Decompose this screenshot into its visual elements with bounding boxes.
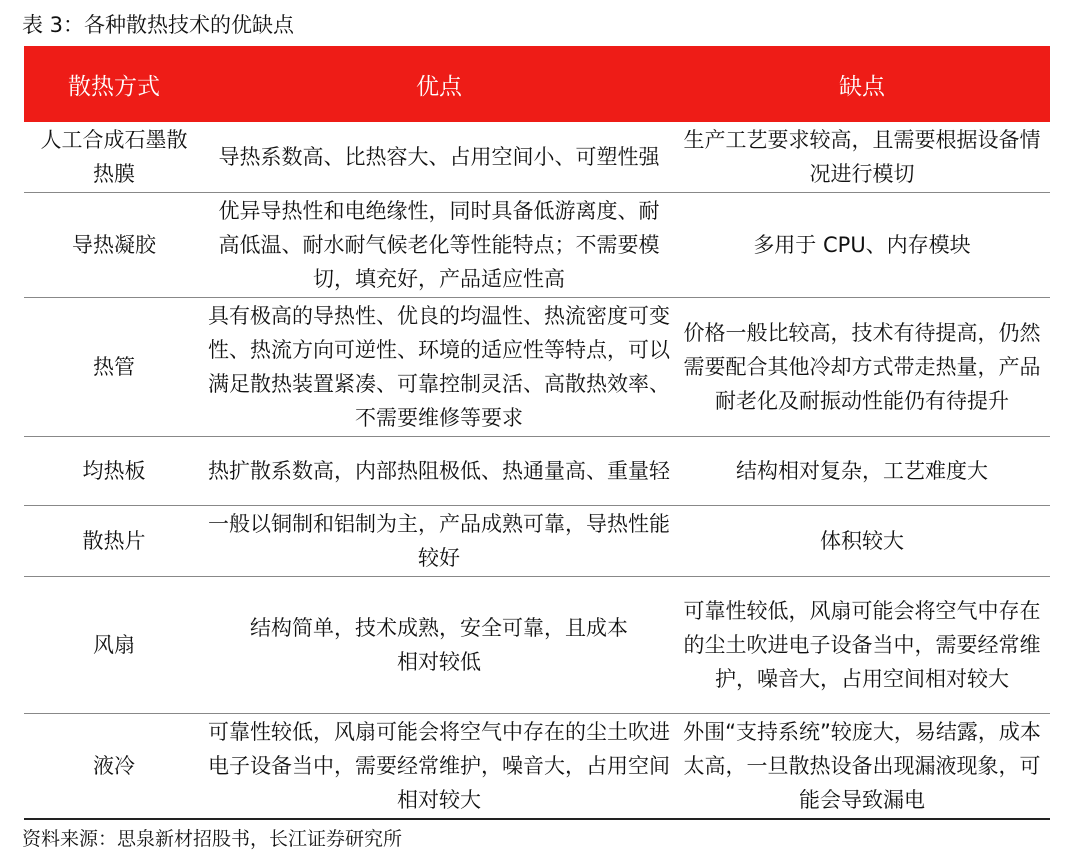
cell-method: 均热板 <box>24 437 204 506</box>
cell-disadvantages: 结构相对复杂，工艺难度大 <box>674 437 1050 506</box>
header-method: 散热方式 <box>68 73 160 100</box>
cell-method: 散热片 <box>24 506 204 577</box>
table-row <box>24 298 1050 437</box>
cooling-tech-comparison-table <box>24 46 1050 820</box>
header-advantages: 优点 <box>416 73 462 100</box>
cell-advantages: 具有极高的导热性、优良的均温性、热流密度可变性、热流方向可逆性、环境的适应性等特点，可以满足散热装置紧凑、可靠控制灵活、高散热效率、不需要维修等要求 <box>204 298 674 437</box>
cell-advantages: 一般以铜制和铝制为主，产品成熟可靠，导热性能较好 <box>204 506 674 577</box>
source-note: 资料来源：思泉新材招股书，长江证券研究所 <box>22 828 403 850</box>
cell-advantages: 结构简单，技术成熟，安全可靠，且成本相对较低 <box>204 577 674 714</box>
header-row <box>24 46 1050 122</box>
cell-disadvantages: 多用于 CPU、内存模块 <box>674 193 1050 298</box>
cell-disadvantages: 体积较大 <box>674 506 1050 577</box>
cell-disadvantages: 可靠性较低，风扇可能会将空气中存在的尘土吹进电子设备当中，需要经常维护，噪音大，占用空间相对较大 <box>674 577 1050 714</box>
table-row <box>24 122 1050 193</box>
cell-disadvantages: 生产工艺要求较高，且需要根据设备情况进行模切 <box>674 122 1050 193</box>
table-body <box>24 122 1050 819</box>
table-row <box>24 437 1050 506</box>
cell-advantages: 优异导热性和电绝缘性，同时具备低游离度、耐高低温、耐水耐气候老化等性能特点；不需要模切，填充好，产品适应性高 <box>204 193 674 298</box>
cell-advantages: 导热系数高、比热容大、占用空间小、可塑性强 <box>204 122 674 193</box>
table-row <box>24 714 1050 820</box>
cell-method: 人工合成石墨散热膜 <box>24 122 204 193</box>
table-header <box>24 46 1050 122</box>
cell-disadvantages: 价格一般比较高，技术有待提高，仍然需要配合其他冷却方式带走热量，产品耐老化及耐振动性能仍有待提升 <box>674 298 1050 437</box>
header-disadvantages: 缺点 <box>839 73 885 100</box>
table-row <box>24 193 1050 298</box>
cell-advantages: 热扩散系数高，内部热阻极低、热通量高、重量轻 <box>204 437 674 506</box>
cell-method: 热管 <box>24 298 204 437</box>
table-row <box>24 506 1050 577</box>
cell-advantages: 可靠性较低，风扇可能会将空气中存在的尘土吹进电子设备当中，需要经常维护，噪音大，占用空间相对较大 <box>204 714 674 820</box>
cell-disadvantages: 外围“支持系统”较庞大，易结露，成本太高，一旦散热设备出现漏液现象，可能会导致漏电 <box>674 714 1050 820</box>
cell-method: 导热凝胶 <box>24 193 204 298</box>
cell-method: 液冷 <box>24 714 204 820</box>
table-caption: 表 3：各种散热技术的优缺点 <box>22 13 295 37</box>
cell-method: 风扇 <box>24 577 204 714</box>
table-row <box>24 577 1050 714</box>
